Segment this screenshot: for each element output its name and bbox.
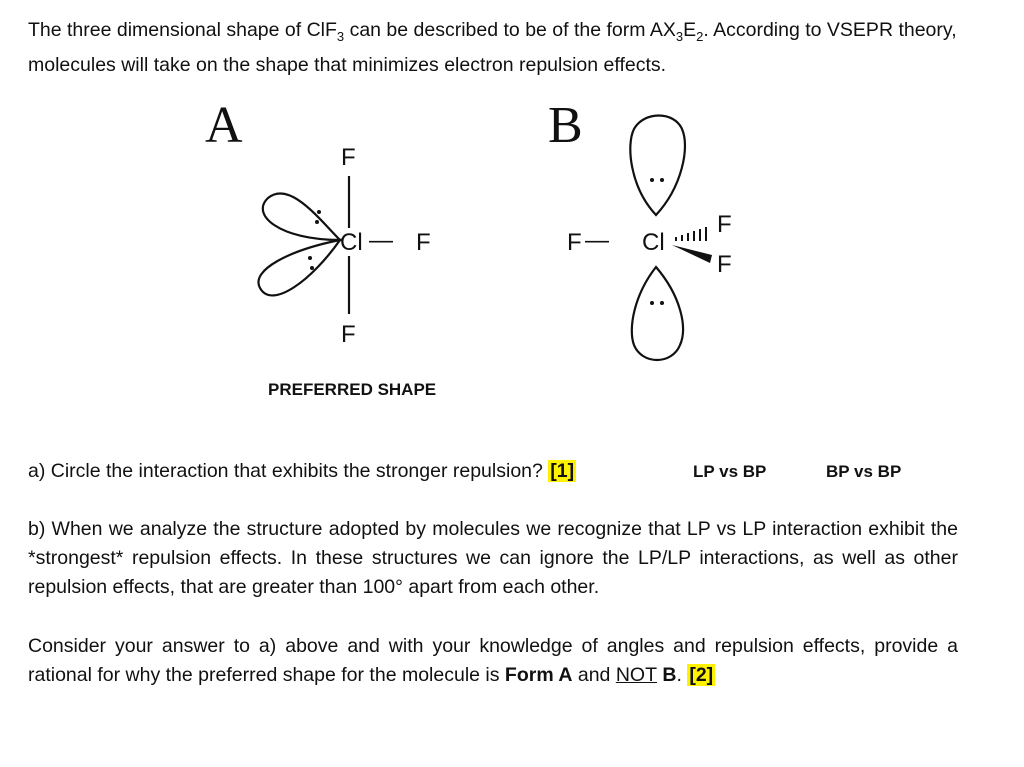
intro-text-4: . According to VSEPR theory, molecules will take on the shape that minimizes electron repulsion effects. [28,19,957,76]
consider-marks: [2] [689,664,714,686]
intro-text-1: The three dimensional shape of ClF [28,19,337,41]
atom-b-f-lower: F [717,251,732,278]
electron-dot [660,178,664,182]
electron-dot [317,210,321,214]
bond-b-left: — [585,227,609,254]
atom-b-cl: Cl [642,229,665,256]
hashed-bond [676,227,706,241]
consider-form-a: Form A [504,664,573,686]
question-b: b) When we analyze the structure adopted by molecules we recognize that LP vs LP interaction exhibit the *strongest* repulsion effects. In these structures we can ignore the LP/LP interactions, as well as other repulsion effects, that are greater than 100° apart from each other. [28,518,958,598]
atom-b-f-left: F [567,229,582,256]
option-lp-vs-bp[interactable]: LP vs BP [693,462,767,481]
question-a-text: a) Circle the interaction that exhibits the stronger repulsion? [28,460,543,482]
consider-text: Consider your answer to a) above and with your knowledge of angles and repulsion effects, provide a rational for why the preferred shape for the molecule is [28,635,958,686]
intro-sub-2: 3 [675,28,684,44]
atom-a-cl: Cl [340,229,363,256]
option-bp-vs-bp[interactable]: BP vs BP [826,462,902,481]
intro-text-3: E [683,19,697,41]
intro-sub-1: 3 [336,28,345,44]
preferred-shape-label: PREFERRED SHAPE [268,380,437,399]
electron-dot [660,301,664,305]
intro-paragraph [28,16,958,80]
lone-pair-lobe-top [630,116,685,216]
consider-paragraph [28,632,958,690]
electron-dot [315,220,319,224]
lone-pair-lobe-bottom [632,267,683,360]
question-a [28,457,668,486]
lone-pair-lobe-upper [263,193,340,240]
figure-label-b: B [548,97,583,154]
electron-dot [650,178,654,182]
intro-text-2: can be described to be of the form AX [344,19,676,41]
bond-a-right: — [369,227,393,254]
wedge-bond [672,245,712,263]
atom-a-f-right: F [416,229,431,256]
atom-a-f-bottom: F [341,321,356,348]
figure-label-a: A [205,97,243,154]
electron-dot [310,266,314,270]
consider-not: NOT [615,664,657,686]
electron-dot [650,301,654,305]
consider-form-b: B [657,664,677,686]
electron-dot [308,256,312,260]
atom-a-f-top: F [341,144,356,171]
lone-pair-lobe-lower [258,240,340,295]
question-a-marks: [1] [550,460,575,482]
intro-sub-3: 2 [696,28,704,44]
consider-period: . [676,664,688,686]
atom-b-f-upper: F [717,211,732,238]
consider-and: and [572,664,616,686]
